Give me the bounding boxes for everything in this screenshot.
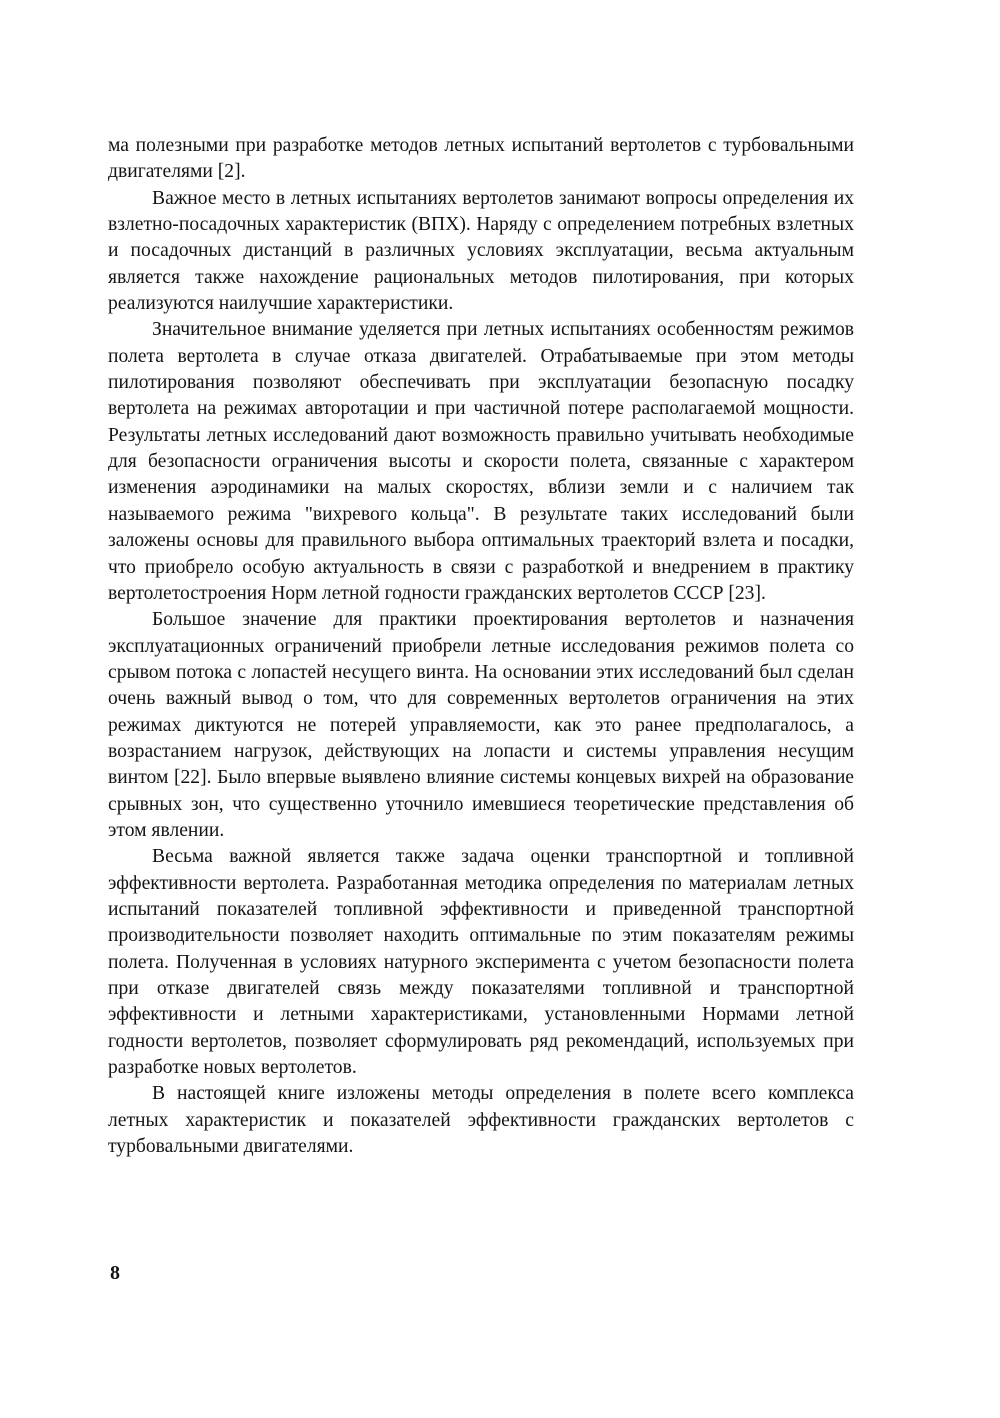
paragraph-efficiency: Весьма важной является также задача оценки транспортной и топливной эффективности вертолета. Разработанная методика определения по материалам летных испытаний показателей топливной эффективности и приведенной транспортной производительности позволяет находить оптимальные по этим показателям режимы полета. Полученная в условиях натурного эксперимента с учетом безопасности полета при отказе двигателей связь между показателями топливной и транспортной эффективности и летными характеристиками, установленными Нормами летной годности вертолетов, позволяет сформулировать ряд рекомендаций, используемых при разработке новых вертолетов. — [108, 846, 854, 1079]
paragraph-engine-failure: Значительное внимание уделяется при летных испытаниях особенностям режимов полета вертолета в случае отказа двигателей. Отрабатываемые при этом методы пилотирования позволяют обеспечивать при эксплуатации безопасную посадку вертолета на режимах авторотации и при частичной потере располагаемой мощности. Результаты летных исследований дают возможность правильно учитывать необходимые для безопасности ограничения высоты и скорости полета, связанные с характером изменения аэродинамики на малых скоростях, вблизи земли и с наличием так называемого режима "вихревого кольца". В результате таких исследований были заложены основы для правильного выбора оптимальных траекторий взлета и посадки, что приобрело особую актуальность в связи с разработкой и внедрением в практику вертолетостроения Норм летной годности гражданских вертолетов СССР [23]. — [108, 319, 854, 604]
paragraph-stall-regimes: Большое значение для практики проектирования вертолетов и назначения эксплуатационных ограничений приобрели летные исследования режимов полета со срывом потока с лопастей несущего винта. На основании этих исследований был сделан очень важный вывод о том, что для современных вертолетов ограничения на этих режимах диктуются не потерей управляемости, как это ранее предполагалось, а возрастанием нагрузок, действующих на лопасти и системы управления несущим винтом [22]. Было впервые выявлено влияние системы концевых вихрей на образование срывных зон, что существенно уточнило имевшиеся теоретические представления об этом явлении. — [108, 609, 854, 841]
body-text — [108, 133, 854, 1160]
paragraph-book-scope: В настоящей книге изложены методы определения в полете всего комплекса летных характеристик и показателей эффективности гражданских вертолетов с турбовальными двигателями. — [108, 1083, 854, 1158]
page-number: 8 — [110, 1262, 120, 1284]
paragraph-continuation: ма полезными при разработке методов летных испытаний вертолетов с турбовальными двигателями [2]. — [108, 135, 854, 183]
paragraph-takeoff-landing: Важное место в летных испытаниях вертолетов занимают вопросы определения их взлетно-посадочных характеристик (ВПХ). Наряду с определением потребных взлетных и посадочных дистанций в различных условиях эксплуатации, весьма актуальным является также нахождение рациональных методов пилотирования, при которых реализуются наилучшие характеристики. — [108, 187, 854, 315]
